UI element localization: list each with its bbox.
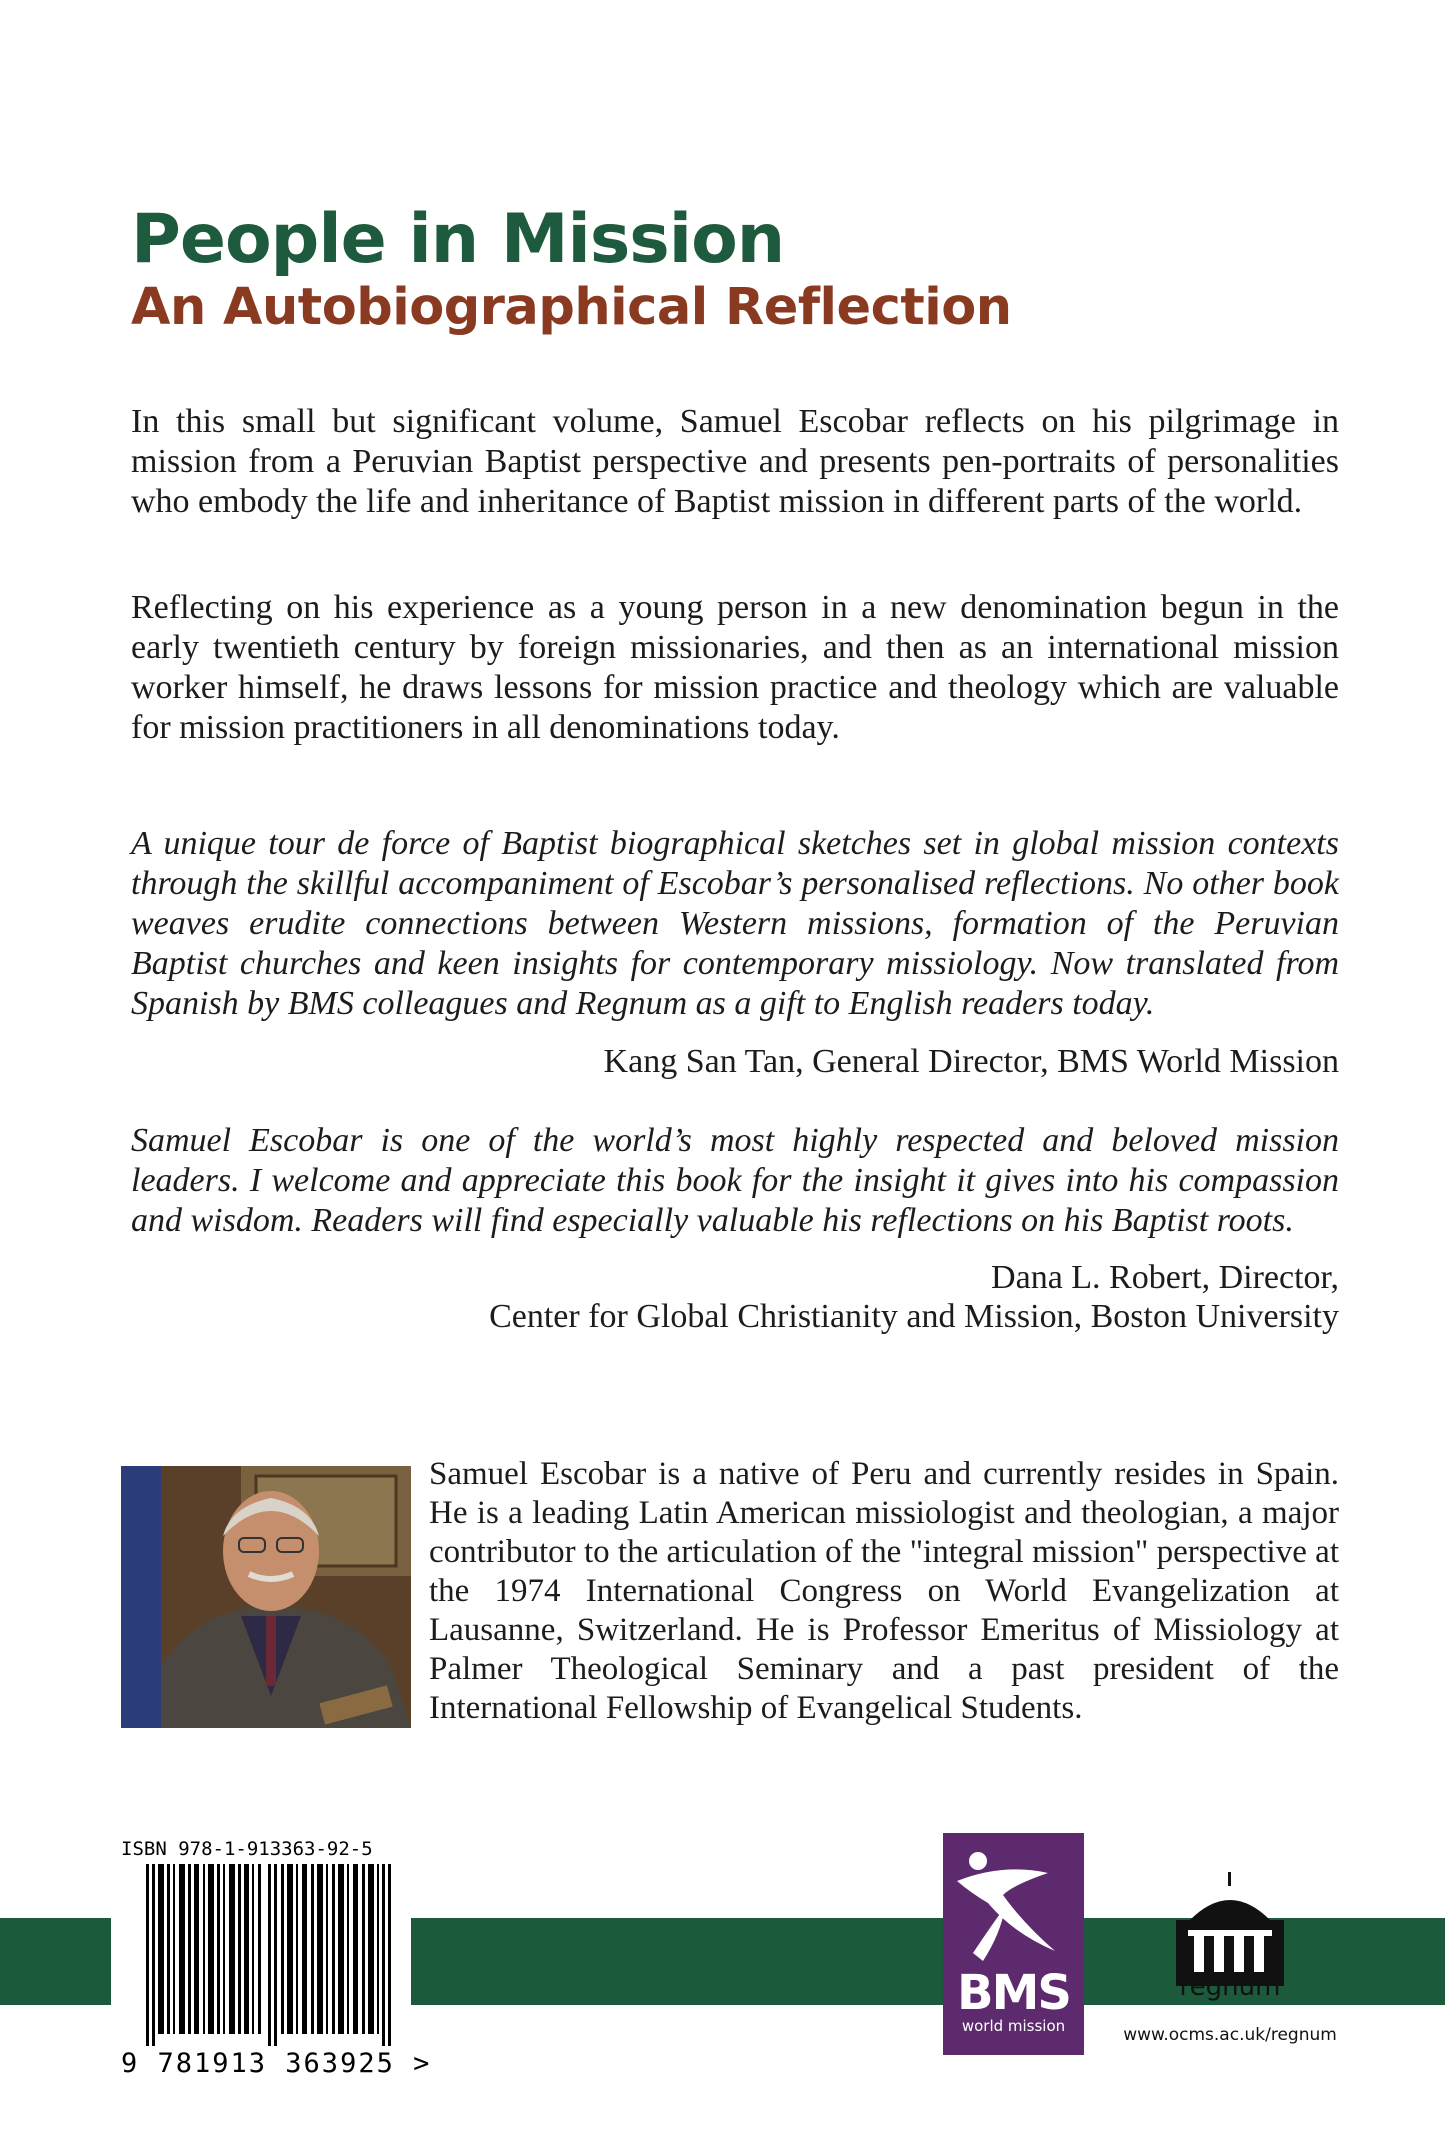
barcode-digits: 9 781913 363925 >: [121, 2048, 432, 2079]
regnum-name: regnum: [1179, 1972, 1281, 2002]
barcode-block: [111, 1838, 432, 2088]
author-portrait-icon: [121, 1466, 411, 1728]
bms-subtitle: world mission: [961, 2017, 1066, 2035]
author-photo: [121, 1466, 411, 1728]
barcode-icon: [146, 1864, 406, 2046]
endorsement-attribution-1: Kang San Tan, General Director, BMS World Mission: [603, 1043, 1339, 1080]
endorsement-attribution-2a: Dana L. Robert, Director,: [991, 1259, 1339, 1296]
author-bio: Samuel Escobar is a native of Peru and currently resides in Spain. He is a leading Latin American missiologist and theologian, a major contributor to the articulation of the "integral mission" perspective at the 1974 International Congress on World Evangelization at Lausanne, Switzerland. He is Professor Emeritus of Missiology at Palmer Theological Seminary and a past president of the International Fellowship of Evangelical Students.: [429, 1456, 1339, 1726]
regnum-url[interactable]: www.ocms.ac.uk/regnum: [1123, 2025, 1337, 2045]
bms-logo: [943, 1833, 1084, 2055]
endorsement-quote-1: A unique tour de force of Baptist biographical sketches set in global mission contexts through the skillful accompaniment of Escobar’s personalised reflections. No other book weaves erudite connections between Western missions, formation of the Peruvian Baptist churches and keen insights for contemporary missiology. Now translated from Spanish by BMS colleagues and Regnum as a gift to English readers today.: [131, 825, 1339, 1022]
bms-figure-icon: [943, 1833, 1084, 1973]
isbn-label: ISBN 978-1-913363-92-5: [121, 1838, 373, 1860]
bms-letters: BMS: [957, 1965, 1070, 2021]
book-subtitle: An Autobiographical Reflection: [131, 278, 1012, 337]
endorsement-quote-2: Samuel Escobar is one of the world’s most highly respected and beloved mission leaders. I welcome and appreciate this book for the insight it gives into his compassion and wisdom. Readers will find especially valuable his reflections on his Baptist roots.: [131, 1122, 1339, 1239]
book-title: People in Mission: [131, 200, 785, 279]
endorsement-attribution-2b: Center for Global Christianity and Mission, Boston University: [489, 1298, 1339, 1335]
description-paragraph-2: Reflecting on his experience as a young person in a new denomination begun in the early twentieth century by foreign missionaries, and then as an international mission worker himself, he draws lessons for mission practice and theology which are valuable for mission practitioners in all denominations today.: [131, 589, 1339, 746]
description-paragraph-1: In this small but significant volume, Samuel Escobar reflects on his pilgrimage in mission from a Peruvian Baptist perspective and presents pen-portraits of personalities who embody the life and inheritance of Baptist mission in different parts of the world.: [131, 403, 1339, 520]
